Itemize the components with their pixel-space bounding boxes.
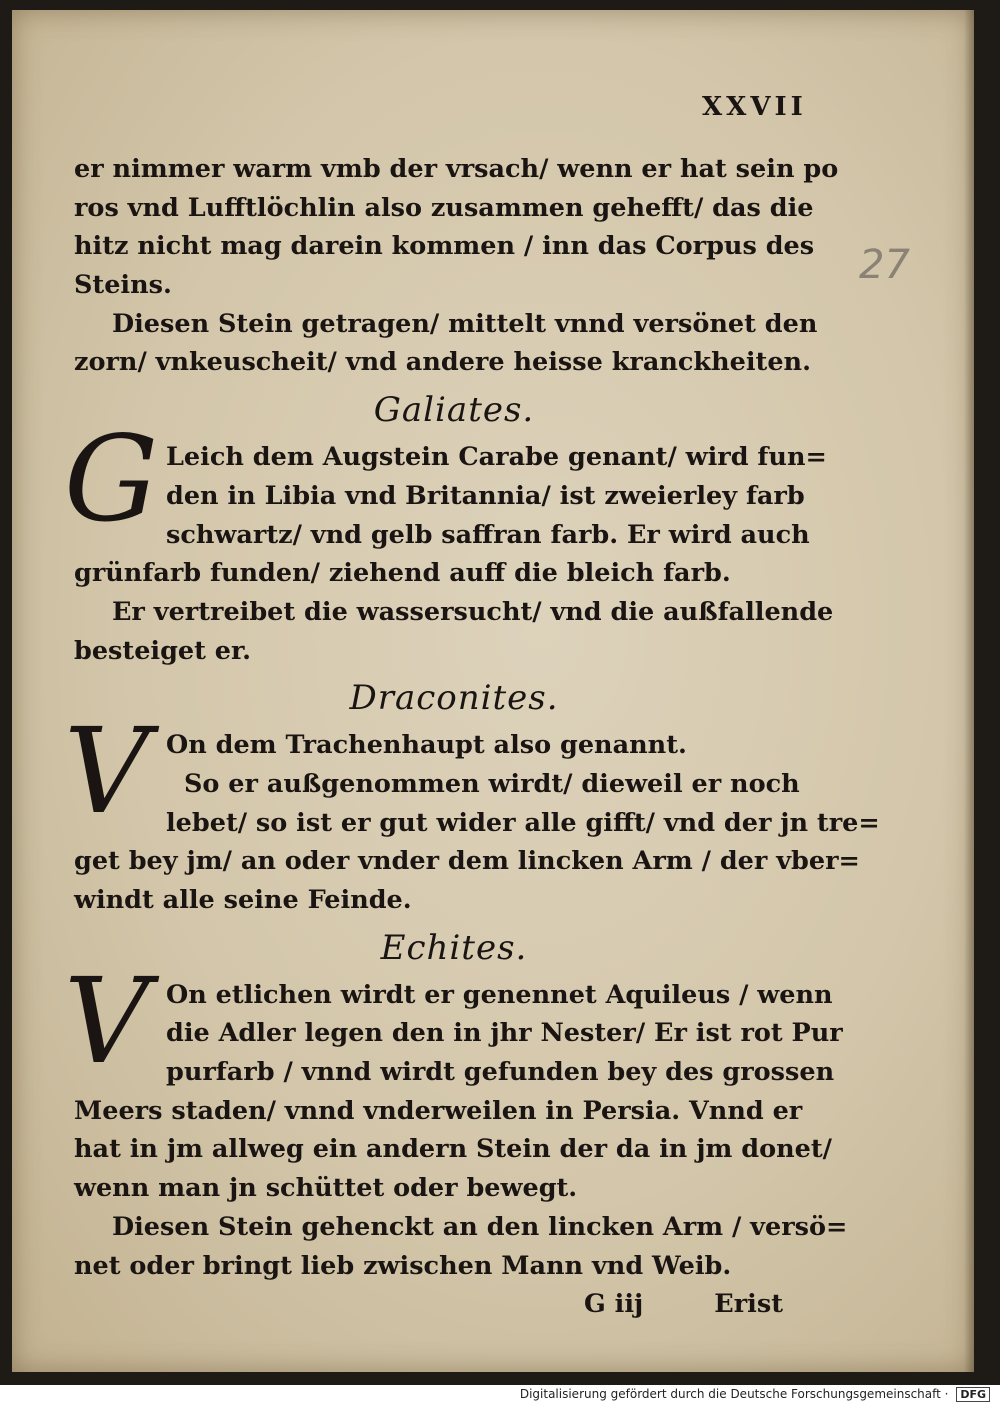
body-text (64, 150, 880, 1324)
dfg-logo: DFG (956, 1387, 990, 1402)
text-line: get bey jm/ an oder vnder dem lincken Arm / der vber= (74, 846, 860, 877)
page-edge (964, 10, 974, 1372)
text-line: grünfarb funden/ ziehend auff die bleich farb. (74, 558, 731, 589)
text-line: So er außgenommen wirdt/ dieweil er noch (184, 768, 800, 799)
signature-catchword: G iij Erist (584, 1289, 783, 1320)
footer-credit (520, 1387, 990, 1402)
text-line: wenn man jn schüttet oder bewegt. (74, 1173, 578, 1204)
text-line: net oder bringt lieb zwischen Mann vnd Weib. (74, 1250, 732, 1281)
section-heading-draconites: Draconites. (349, 678, 559, 719)
text-line: ros vnd Lufftlöchlin also zusammen gehefft/ das die (74, 192, 814, 223)
section-heading-echites: Echites. (380, 927, 528, 968)
text-line: Diesen Stein gehenckt an den lincken Arm / versö= (112, 1211, 848, 1242)
dropcap-v: V (64, 702, 150, 841)
text-line: den in Libia vnd Britannia/ ist zweierley farb (166, 480, 805, 511)
text-line: purfarb / vnnd wirdt gefunden bey des grossen (166, 1057, 835, 1088)
text-line: besteiget er. (74, 635, 252, 666)
text-line: On dem Trachenhaupt also genannt. (166, 730, 687, 761)
text-line: hat in jm allweg ein andern Stein der da in jm donet/ (74, 1134, 832, 1165)
text-line: schwartz/ vnd gelb saffran farb. Er wird auch (166, 519, 810, 550)
text-line: Meers staden/ vnnd vnderweilen in Persia. Vnnd er (74, 1095, 803, 1126)
section-heading-galiates: Galiates. (373, 390, 535, 431)
text-line: Er vertreibet die wassersucht/ vnd die außfallende (112, 596, 834, 627)
handwritten-page-number: 27 (859, 242, 910, 288)
folio-number: XXVII (702, 92, 807, 122)
text-line: die Adler legen den in jhr Nester/ Er ist rot Pur (166, 1018, 843, 1049)
text-line: zorn/ vnkeuscheit/ vnd andere heisse kranckheiten. (74, 347, 811, 378)
text-line: lebet/ so ist er gut wider alle gifft/ vnd der jn tre= (166, 807, 880, 838)
text-line: Diesen Stein getragen/ mittelt vnnd versönet den (112, 308, 818, 339)
footer-text: Digitalisierung gefördert durch die Deutsche Forschungsgemeinschaft · (519, 1387, 949, 1401)
text-line: hitz nicht mag darein kommen / inn das Corpus des (74, 231, 815, 262)
book-page (12, 10, 974, 1372)
text-line: windt alle seine Feinde. (74, 885, 412, 915)
dropcap-g: G (64, 410, 159, 549)
text-line: Leich dem Augstein Carabe genant/ wird fun= (166, 442, 827, 473)
dropcap-v: V (64, 951, 150, 1090)
text-line: Steins. (74, 270, 172, 301)
text-line: On etlichen wirdt er genennet Aquileus / wenn (166, 979, 833, 1010)
text-line: er nimmer warm vmb der vrsach/ wenn er hat sein po (74, 154, 839, 184)
